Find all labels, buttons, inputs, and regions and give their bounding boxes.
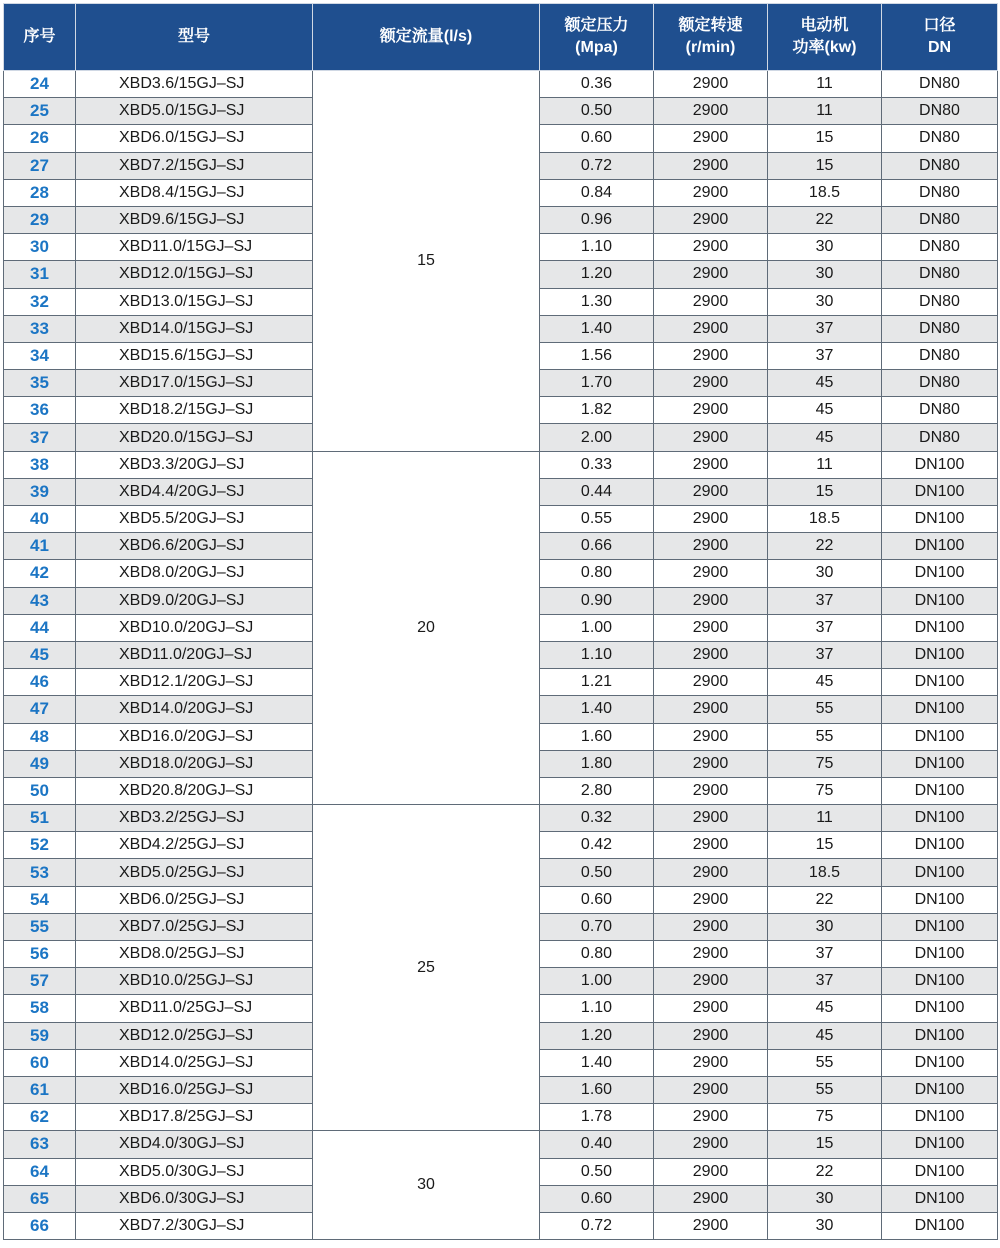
row-index: 40	[4, 506, 76, 533]
row-power: 18.5	[768, 506, 882, 533]
row-speed: 2900	[654, 587, 768, 614]
row-dn: DN100	[882, 696, 998, 723]
row-model: XBD13.0/15GJ–SJ	[76, 288, 313, 315]
row-speed: 2900	[654, 1131, 768, 1158]
row-index: 27	[4, 152, 76, 179]
row-speed: 2900	[654, 886, 768, 913]
row-pressure: 1.80	[540, 750, 654, 777]
row-dn: DN80	[882, 71, 998, 98]
row-index: 65	[4, 1185, 76, 1212]
row-power: 18.5	[768, 859, 882, 886]
row-dn: DN100	[882, 1049, 998, 1076]
row-speed: 2900	[654, 777, 768, 804]
row-dn: DN100	[882, 451, 998, 478]
row-model: XBD14.0/15GJ–SJ	[76, 315, 313, 342]
row-dn: DN80	[882, 342, 998, 369]
row-pressure: 0.84	[540, 179, 654, 206]
header-diameter	[882, 4, 998, 71]
row-pressure: 0.33	[540, 451, 654, 478]
row-model: XBD9.6/15GJ–SJ	[76, 206, 313, 233]
row-speed: 2900	[654, 152, 768, 179]
row-pressure: 0.80	[540, 560, 654, 587]
row-index: 61	[4, 1076, 76, 1103]
row-pressure: 0.60	[540, 125, 654, 152]
row-pressure: 0.44	[540, 478, 654, 505]
row-model: XBD11.0/15GJ–SJ	[76, 234, 313, 261]
row-pressure: 0.40	[540, 1131, 654, 1158]
row-model: XBD12.0/15GJ–SJ	[76, 261, 313, 288]
row-speed: 2900	[654, 234, 768, 261]
flow-group-cell: 20	[313, 451, 540, 804]
header-speed-line2: (r/min)	[685, 39, 736, 56]
row-power: 37	[768, 587, 882, 614]
row-index: 51	[4, 805, 76, 832]
row-pressure: 0.60	[540, 886, 654, 913]
row-index: 46	[4, 669, 76, 696]
row-speed: 2900	[654, 1185, 768, 1212]
row-index: 44	[4, 614, 76, 641]
row-model: XBD8.4/15GJ–SJ	[76, 179, 313, 206]
header-pressure-line2: (Mpa)	[575, 39, 618, 56]
row-pressure: 0.55	[540, 506, 654, 533]
row-dn: DN100	[882, 1104, 998, 1131]
row-dn: DN80	[882, 152, 998, 179]
row-pressure: 1.21	[540, 669, 654, 696]
row-dn: DN100	[882, 1158, 998, 1185]
row-pressure: 0.72	[540, 152, 654, 179]
row-power: 55	[768, 1049, 882, 1076]
row-power: 45	[768, 1022, 882, 1049]
row-speed: 2900	[654, 669, 768, 696]
row-pressure: 1.60	[540, 1076, 654, 1103]
row-speed: 2900	[654, 995, 768, 1022]
table-body	[4, 71, 998, 1240]
row-power: 37	[768, 941, 882, 968]
row-speed: 2900	[654, 179, 768, 206]
row-power: 22	[768, 533, 882, 560]
row-speed: 2900	[654, 451, 768, 478]
row-dn: DN100	[882, 1076, 998, 1103]
row-power: 55	[768, 723, 882, 750]
row-index: 66	[4, 1212, 76, 1239]
row-power: 22	[768, 206, 882, 233]
row-power: 75	[768, 1104, 882, 1131]
row-power: 11	[768, 805, 882, 832]
row-pressure: 0.80	[540, 941, 654, 968]
row-pressure: 1.20	[540, 1022, 654, 1049]
row-index: 37	[4, 424, 76, 451]
row-power: 22	[768, 886, 882, 913]
row-pressure: 0.66	[540, 533, 654, 560]
row-speed: 2900	[654, 206, 768, 233]
row-pressure: 2.00	[540, 424, 654, 451]
row-dn: DN100	[882, 669, 998, 696]
row-speed: 2900	[654, 397, 768, 424]
row-index: 35	[4, 370, 76, 397]
header-diameter-line2: DN	[927, 39, 952, 56]
row-index: 36	[4, 397, 76, 424]
row-speed: 2900	[654, 478, 768, 505]
row-pressure: 1.40	[540, 315, 654, 342]
row-speed: 2900	[654, 370, 768, 397]
header-pressure	[540, 4, 654, 71]
header-index: 序号	[4, 4, 76, 71]
row-index: 62	[4, 1104, 76, 1131]
row-power: 55	[768, 1076, 882, 1103]
row-dn: DN100	[882, 913, 998, 940]
row-power: 45	[768, 397, 882, 424]
row-dn: DN100	[882, 1185, 998, 1212]
row-dn: DN80	[882, 98, 998, 125]
row-speed: 2900	[654, 125, 768, 152]
row-pressure: 1.10	[540, 234, 654, 261]
row-dn: DN100	[882, 832, 998, 859]
row-model: XBD16.0/25GJ–SJ	[76, 1076, 313, 1103]
row-power: 15	[768, 478, 882, 505]
row-model: XBD17.0/15GJ–SJ	[76, 370, 313, 397]
row-index: 63	[4, 1131, 76, 1158]
row-power: 11	[768, 71, 882, 98]
row-dn: DN80	[882, 424, 998, 451]
row-model: XBD5.5/20GJ–SJ	[76, 506, 313, 533]
row-dn: DN100	[882, 1131, 998, 1158]
row-speed: 2900	[654, 723, 768, 750]
row-model: XBD15.6/15GJ–SJ	[76, 342, 313, 369]
row-model: XBD10.0/20GJ–SJ	[76, 614, 313, 641]
row-dn: DN100	[882, 641, 998, 668]
row-model: XBD4.0/30GJ–SJ	[76, 1131, 313, 1158]
row-pressure: 1.60	[540, 723, 654, 750]
row-speed: 2900	[654, 641, 768, 668]
row-power: 15	[768, 152, 882, 179]
table-header	[4, 4, 998, 71]
row-power: 37	[768, 342, 882, 369]
row-dn: DN100	[882, 587, 998, 614]
row-speed: 2900	[654, 71, 768, 98]
row-pressure: 0.90	[540, 587, 654, 614]
row-pressure: 0.32	[540, 805, 654, 832]
header-power-line1: 电动机	[800, 17, 849, 34]
header-row	[4, 4, 998, 71]
row-power: 30	[768, 1212, 882, 1239]
flow-group-cell: 30	[313, 1131, 540, 1240]
row-pressure: 1.56	[540, 342, 654, 369]
row-index: 41	[4, 533, 76, 560]
row-dn: DN100	[882, 723, 998, 750]
row-dn: DN100	[882, 478, 998, 505]
row-power: 30	[768, 560, 882, 587]
row-dn: DN80	[882, 206, 998, 233]
row-dn: DN100	[882, 1022, 998, 1049]
row-model: XBD5.0/25GJ–SJ	[76, 859, 313, 886]
row-pressure: 0.50	[540, 859, 654, 886]
row-index: 39	[4, 478, 76, 505]
row-speed: 2900	[654, 261, 768, 288]
row-speed: 2900	[654, 288, 768, 315]
row-model: XBD6.6/20GJ–SJ	[76, 533, 313, 560]
row-model: XBD14.0/20GJ–SJ	[76, 696, 313, 723]
row-speed: 2900	[654, 832, 768, 859]
row-speed: 2900	[654, 968, 768, 995]
row-pressure: 0.42	[540, 832, 654, 859]
row-model: XBD6.0/30GJ–SJ	[76, 1185, 313, 1212]
row-model: XBD5.0/30GJ–SJ	[76, 1158, 313, 1185]
row-power: 30	[768, 913, 882, 940]
row-speed: 2900	[654, 913, 768, 940]
table-row	[4, 805, 998, 832]
row-pressure: 1.10	[540, 641, 654, 668]
row-dn: DN80	[882, 234, 998, 261]
row-dn: DN80	[882, 370, 998, 397]
flow-group-cell: 25	[313, 805, 540, 1131]
row-model: XBD6.0/15GJ–SJ	[76, 125, 313, 152]
row-pressure: 0.70	[540, 913, 654, 940]
row-dn: DN100	[882, 506, 998, 533]
row-speed: 2900	[654, 506, 768, 533]
row-model: XBD8.0/20GJ–SJ	[76, 560, 313, 587]
row-speed: 2900	[654, 1158, 768, 1185]
row-index: 34	[4, 342, 76, 369]
row-index: 32	[4, 288, 76, 315]
row-pressure: 2.80	[540, 777, 654, 804]
row-index: 56	[4, 941, 76, 968]
row-index: 29	[4, 206, 76, 233]
row-speed: 2900	[654, 1022, 768, 1049]
row-index: 33	[4, 315, 76, 342]
row-speed: 2900	[654, 941, 768, 968]
row-speed: 2900	[654, 533, 768, 560]
row-power: 15	[768, 125, 882, 152]
row-index: 30	[4, 234, 76, 261]
row-pressure: 1.00	[540, 968, 654, 995]
header-flow: 额定流量(l/s)	[313, 4, 540, 71]
row-power: 15	[768, 1131, 882, 1158]
row-dn: DN100	[882, 560, 998, 587]
row-pressure: 0.60	[540, 1185, 654, 1212]
row-model: XBD14.0/25GJ–SJ	[76, 1049, 313, 1076]
row-pressure: 1.40	[540, 696, 654, 723]
row-model: XBD10.0/25GJ–SJ	[76, 968, 313, 995]
row-pressure: 1.30	[540, 288, 654, 315]
row-model: XBD12.1/20GJ–SJ	[76, 669, 313, 696]
row-dn: DN100	[882, 941, 998, 968]
header-power	[768, 4, 882, 71]
row-power: 18.5	[768, 179, 882, 206]
row-index: 49	[4, 750, 76, 777]
row-power: 37	[768, 315, 882, 342]
row-dn: DN80	[882, 397, 998, 424]
row-index: 52	[4, 832, 76, 859]
row-pressure: 0.50	[540, 98, 654, 125]
row-model: XBD16.0/20GJ–SJ	[76, 723, 313, 750]
row-index: 45	[4, 641, 76, 668]
row-power: 30	[768, 234, 882, 261]
row-power: 45	[768, 370, 882, 397]
header-model: 型号	[76, 4, 313, 71]
row-pressure: 0.96	[540, 206, 654, 233]
row-pressure: 1.20	[540, 261, 654, 288]
row-index: 50	[4, 777, 76, 804]
row-power: 45	[768, 424, 882, 451]
row-power: 45	[768, 669, 882, 696]
row-model: XBD18.2/15GJ–SJ	[76, 397, 313, 424]
row-pressure: 1.10	[540, 995, 654, 1022]
row-speed: 2900	[654, 424, 768, 451]
row-model: XBD9.0/20GJ–SJ	[76, 587, 313, 614]
table-row	[4, 71, 998, 98]
row-speed: 2900	[654, 859, 768, 886]
pump-spec-table	[3, 3, 998, 1240]
row-power: 55	[768, 696, 882, 723]
row-index: 57	[4, 968, 76, 995]
row-dn: DN80	[882, 261, 998, 288]
row-index: 38	[4, 451, 76, 478]
row-index: 48	[4, 723, 76, 750]
row-model: XBD11.0/25GJ–SJ	[76, 995, 313, 1022]
row-speed: 2900	[654, 98, 768, 125]
row-model: XBD7.2/15GJ–SJ	[76, 152, 313, 179]
row-power: 22	[768, 1158, 882, 1185]
row-index: 28	[4, 179, 76, 206]
row-pressure: 0.36	[540, 71, 654, 98]
row-model: XBD3.6/15GJ–SJ	[76, 71, 313, 98]
row-power: 30	[768, 288, 882, 315]
row-model: XBD18.0/20GJ–SJ	[76, 750, 313, 777]
row-model: XBD20.8/20GJ–SJ	[76, 777, 313, 804]
row-index: 59	[4, 1022, 76, 1049]
row-index: 25	[4, 98, 76, 125]
row-speed: 2900	[654, 614, 768, 641]
header-speed-line1: 额定转速	[678, 17, 743, 34]
row-speed: 2900	[654, 342, 768, 369]
row-dn: DN100	[882, 859, 998, 886]
row-index: 53	[4, 859, 76, 886]
table-row	[4, 1131, 998, 1158]
table-row	[4, 451, 998, 478]
row-power: 37	[768, 968, 882, 995]
row-speed: 2900	[654, 1212, 768, 1239]
row-dn: DN100	[882, 614, 998, 641]
row-model: XBD4.4/20GJ–SJ	[76, 478, 313, 505]
row-power: 15	[768, 832, 882, 859]
row-dn: DN100	[882, 886, 998, 913]
row-pressure: 1.70	[540, 370, 654, 397]
row-dn: DN100	[882, 777, 998, 804]
header-diameter-line1: 口径	[923, 17, 956, 34]
row-dn: DN80	[882, 125, 998, 152]
row-dn: DN100	[882, 533, 998, 560]
row-model: XBD3.3/20GJ–SJ	[76, 451, 313, 478]
row-model: XBD7.2/30GJ–SJ	[76, 1212, 313, 1239]
row-index: 42	[4, 560, 76, 587]
row-model: XBD8.0/25GJ–SJ	[76, 941, 313, 968]
row-dn: DN100	[882, 995, 998, 1022]
row-index: 26	[4, 125, 76, 152]
row-power: 11	[768, 98, 882, 125]
row-model: XBD20.0/15GJ–SJ	[76, 424, 313, 451]
header-pressure-line1: 额定压力	[564, 17, 629, 34]
row-pressure: 0.50	[540, 1158, 654, 1185]
header-power-line2: 功率(kw)	[792, 39, 857, 56]
row-pressure: 1.82	[540, 397, 654, 424]
row-pressure: 1.40	[540, 1049, 654, 1076]
row-model: XBD7.0/25GJ–SJ	[76, 913, 313, 940]
row-index: 54	[4, 886, 76, 913]
row-model: XBD6.0/25GJ–SJ	[76, 886, 313, 913]
row-model: XBD5.0/15GJ–SJ	[76, 98, 313, 125]
row-model: XBD12.0/25GJ–SJ	[76, 1022, 313, 1049]
row-index: 64	[4, 1158, 76, 1185]
header-speed	[654, 4, 768, 71]
row-power: 75	[768, 750, 882, 777]
row-speed: 2900	[654, 1049, 768, 1076]
row-power: 45	[768, 995, 882, 1022]
row-dn: DN80	[882, 179, 998, 206]
row-model: XBD3.2/25GJ–SJ	[76, 805, 313, 832]
row-model: XBD17.8/25GJ–SJ	[76, 1104, 313, 1131]
row-dn: DN100	[882, 750, 998, 777]
row-power: 75	[768, 777, 882, 804]
row-power: 37	[768, 614, 882, 641]
row-speed: 2900	[654, 696, 768, 723]
row-dn: DN100	[882, 968, 998, 995]
row-model: XBD11.0/20GJ–SJ	[76, 641, 313, 668]
row-dn: DN80	[882, 288, 998, 315]
row-pressure: 1.78	[540, 1104, 654, 1131]
row-index: 55	[4, 913, 76, 940]
row-speed: 2900	[654, 315, 768, 342]
row-model: XBD4.2/25GJ–SJ	[76, 832, 313, 859]
row-index: 24	[4, 71, 76, 98]
row-index: 47	[4, 696, 76, 723]
row-dn: DN80	[882, 315, 998, 342]
row-index: 58	[4, 995, 76, 1022]
row-speed: 2900	[654, 750, 768, 777]
row-speed: 2900	[654, 1104, 768, 1131]
row-index: 60	[4, 1049, 76, 1076]
row-speed: 2900	[654, 1076, 768, 1103]
row-pressure: 0.72	[540, 1212, 654, 1239]
row-power: 30	[768, 1185, 882, 1212]
row-index: 31	[4, 261, 76, 288]
row-speed: 2900	[654, 805, 768, 832]
row-power: 11	[768, 451, 882, 478]
row-power: 37	[768, 641, 882, 668]
flow-group-cell: 15	[313, 71, 540, 452]
row-index: 43	[4, 587, 76, 614]
row-pressure: 1.00	[540, 614, 654, 641]
row-dn: DN100	[882, 805, 998, 832]
row-speed: 2900	[654, 560, 768, 587]
row-power: 30	[768, 261, 882, 288]
row-dn: DN100	[882, 1212, 998, 1239]
